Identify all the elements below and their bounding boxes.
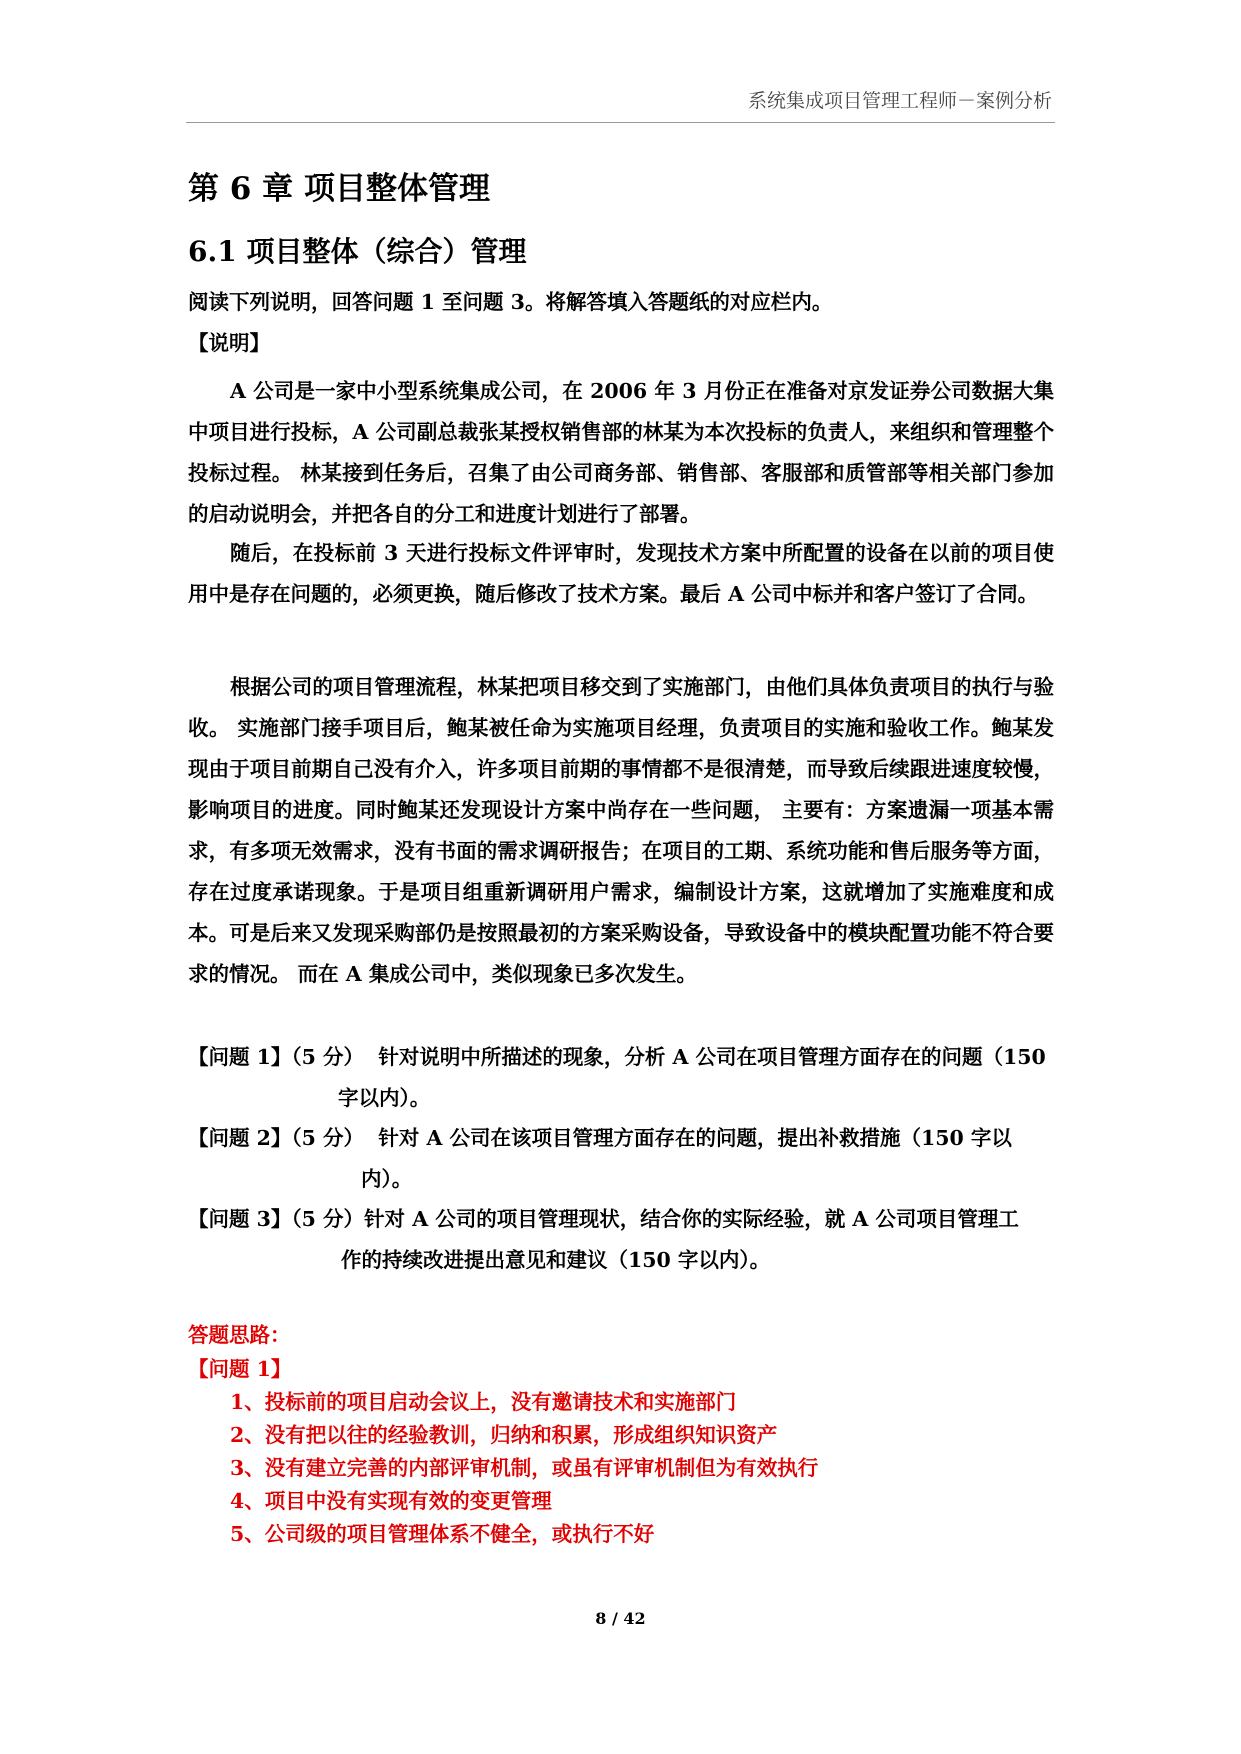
header-rule [186, 122, 1055, 123]
question-text-cont: 内）。 [361, 1167, 413, 1191]
running-header: 系统集成项目管理工程师－案例分析 [747, 90, 1052, 112]
chapter-title: 第 6 章 项目整体管理 [188, 171, 490, 207]
description-tag: 【说明】 [188, 331, 270, 355]
question-label: 【问题 1】（5 分） [188, 1045, 379, 1069]
question-label: 【问题 2】（5 分） [188, 1126, 379, 1150]
question-1 [188, 1037, 1054, 1119]
answer-item: 2、没有把以往的经验教训，归纳和积累，形成组织知识资产 [230, 1423, 778, 1447]
intro-text: 阅读下列说明，回答问题 1 至问题 3。将解答填入答题纸的对应栏内。 [188, 290, 833, 314]
page-number: 8 / 42 [595, 1609, 646, 1628]
section-title: 6.1 项目整体（综合）管理 [188, 235, 527, 268]
question-text-cont: 作的持续改进提出意见和建议（150 字以内）。 [341, 1248, 771, 1272]
paragraph-1: A 公司是一家中小型系统集成公司，在 2006 年 3 月份正在准备对京发证券公司数据大集中项目进行投标，A 公司副总裁张某授权销售部的林某为本次投标的负责人，来组织和管理整个投标过程。 林某接到任务后，召集了由公司商务部、销售部、客服部和质管部等相关部门参加的启动说明会，并把各自的分工和进度计划进行了部署。 [188, 379, 1054, 526]
paragraph-2: 随后，在投标前 3 天进行投标文件评审时，发现技术方案中所配置的设备在以前的项目使用中是存在问题的，必须更换，随后修改了技术方案。最后 A 公司中标并和客户签订了合同。 [188, 541, 1054, 606]
answer-item: 3、没有建立完善的内部评审机制，或虽有评审机制但为有效执行 [230, 1456, 819, 1480]
question-text-cont: 字以内）。 [338, 1086, 431, 1110]
answer-list [230, 1386, 818, 1551]
answer-item: 1、投标前的项目启动会议上，没有邀请技术和实施部门 [230, 1390, 737, 1414]
question-text: 针对说明中所描述的现象，分析 A 公司在项目管理方面存在的问题（150 [378, 1045, 1046, 1069]
paragraph-3: 根据公司的项目管理流程，林某把项目移交到了实施部门，由他们具体负责项目的执行与验收。 实施部门接手项目后，鲍某被任命为实施项目经理，负责项目的实施和验收工作。鲍某发现由于项目前期自己没有介入，许多项目前期的事情都不是很清楚，而导致后续跟进速度较慢，影响项目的进度。同时鲍某还发现设计方案中尚存在一些问题， 主要有：方案遗漏一项基本需求，有多项无效需求，没有书面的需求调研报告；在项目的工期、系统功能和售后服务等方面，存在过度承诺现象。于是项目组重新调研用户需求，编制设计方案，这就增加了实施难度和成本。可是后来又发现采购部仍是按照最初的方案采购设备，导致设备中的模块配置功能不符合要求的情况。 而在 A 集成公司中，类似现象已多次发生。 [188, 675, 1054, 986]
answer-item: 5、公司级的项目管理体系不健全，或执行不好 [230, 1522, 655, 1546]
question-3 [188, 1199, 1054, 1281]
answer-subtitle: 【问题 1】 [188, 1357, 292, 1381]
question-text: 针对 A 公司的项目管理现状，结合你的实际经验，就 A 公司项目管理工 [364, 1207, 1019, 1231]
answer-title: 答题思路： [188, 1323, 291, 1347]
question-text: 针对 A 公司在该项目管理方面存在的问题，提出补救措施（150 字以 [378, 1126, 1012, 1150]
question-2 [188, 1118, 1054, 1200]
question-label: 【问题 3】（5 分） [188, 1207, 365, 1231]
answer-item: 4、项目中没有实现有效的变更管理 [230, 1489, 552, 1513]
